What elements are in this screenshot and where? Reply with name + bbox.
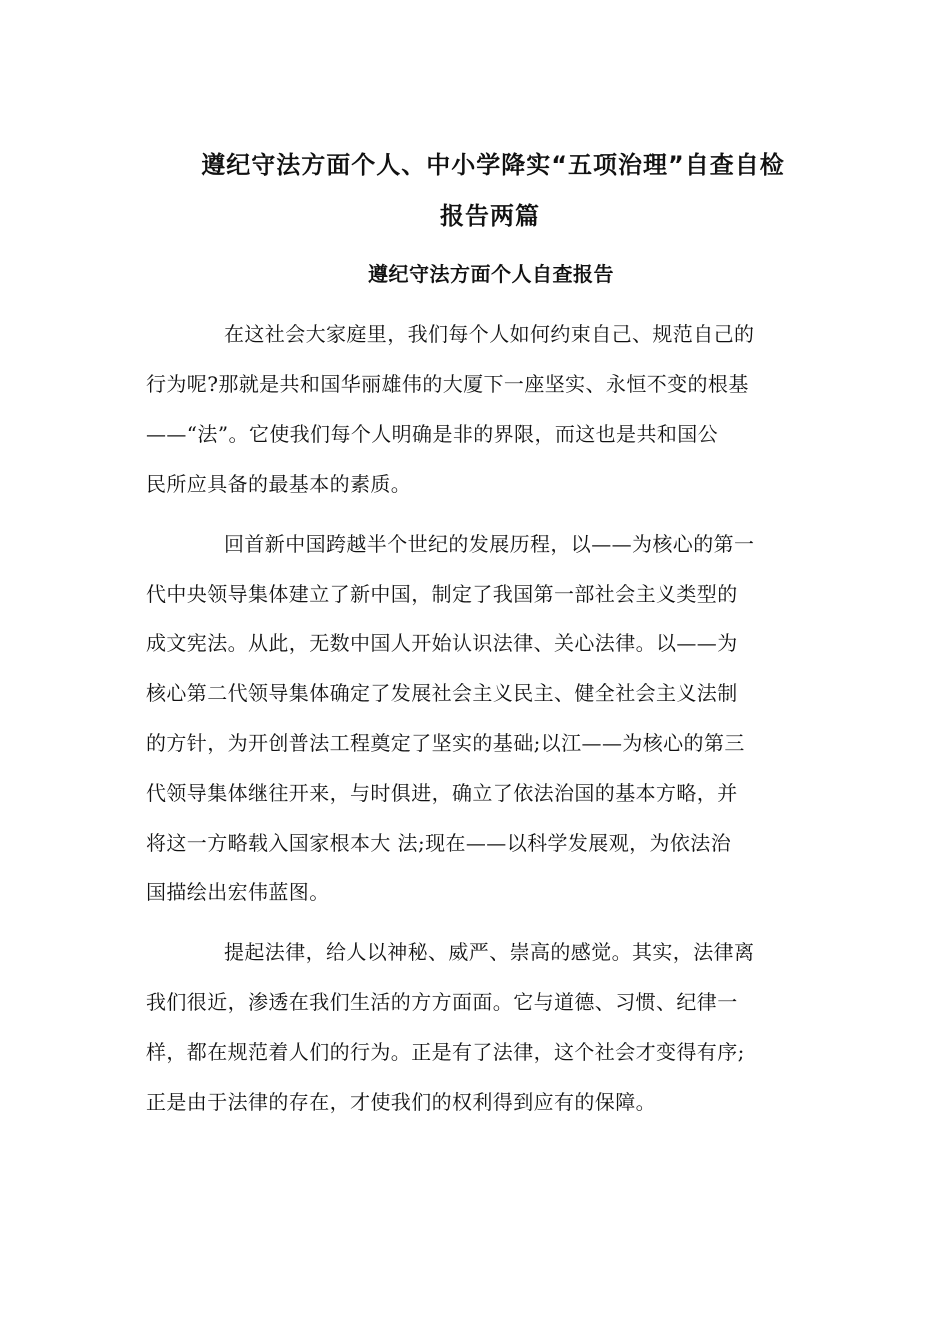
- paragraph-line: ——“法”。它使我们每个人明确是非的界限，而这也是共和国公: [146, 422, 719, 446]
- paragraph-line: 行为呢?那就是共和国华丽雄伟的大厦下一座坚实、永恒不变的根基: [146, 372, 749, 396]
- paragraph-line: 样，都在规范着人们的行为。正是有了法律，这个社会才变得有序;: [146, 1040, 745, 1064]
- paragraph-line: 将这一方略载入国家根本大 法;现在——以科学发展观，为依法治: [146, 831, 732, 855]
- paragraph-line: 在这社会大家庭里，我们每个人如何约束自己、规范自己的: [224, 322, 755, 346]
- paragraph-line: 提起法律，给人以神秘、威严、崇高的感觉。其实，法律离: [224, 940, 755, 964]
- paragraph-line: 的方针，为开创普法工程奠定了坚实的基础;以江——为核心的第三: [146, 731, 745, 755]
- paragraph-line: 正是由于法律的存在，才使我们的权利得到应有的保障。: [146, 1090, 656, 1114]
- paragraph-line: 核心第二代领导集体确定了发展社会主义民主、健全社会主义法制: [146, 681, 738, 705]
- document-title-line-2: 报告两篇: [440, 202, 540, 230]
- paragraph-line: 成文宪法。从此，无数中国人开始认识法律、关心法律。以——为: [146, 631, 738, 655]
- paragraph-line: 代领导集体继往开来，与时俱进，确立了依法治国的基本方略，并: [146, 781, 738, 805]
- paragraph-line: 我们很近，渗透在我们生活的方方面面。它与道德、习惯、纪律一: [146, 990, 738, 1014]
- document-title-line-1: 遵纪守法方面个人、中小学降实“五项治理”自查自检: [201, 151, 785, 179]
- paragraph-line: 国描绘出宏伟蓝图。: [146, 880, 330, 904]
- paragraph-line: 民所应具备的最基本的素质。: [146, 472, 412, 496]
- paragraph-line: 回首新中国跨越半个世纪的发展历程，以——为核心的第一: [224, 532, 755, 556]
- paragraph-line: 代中央领导集体建立了新中国，制定了我国第一部社会主义类型的: [146, 582, 738, 606]
- document-subtitle: 遵纪守法方面个人自查报告: [368, 262, 614, 286]
